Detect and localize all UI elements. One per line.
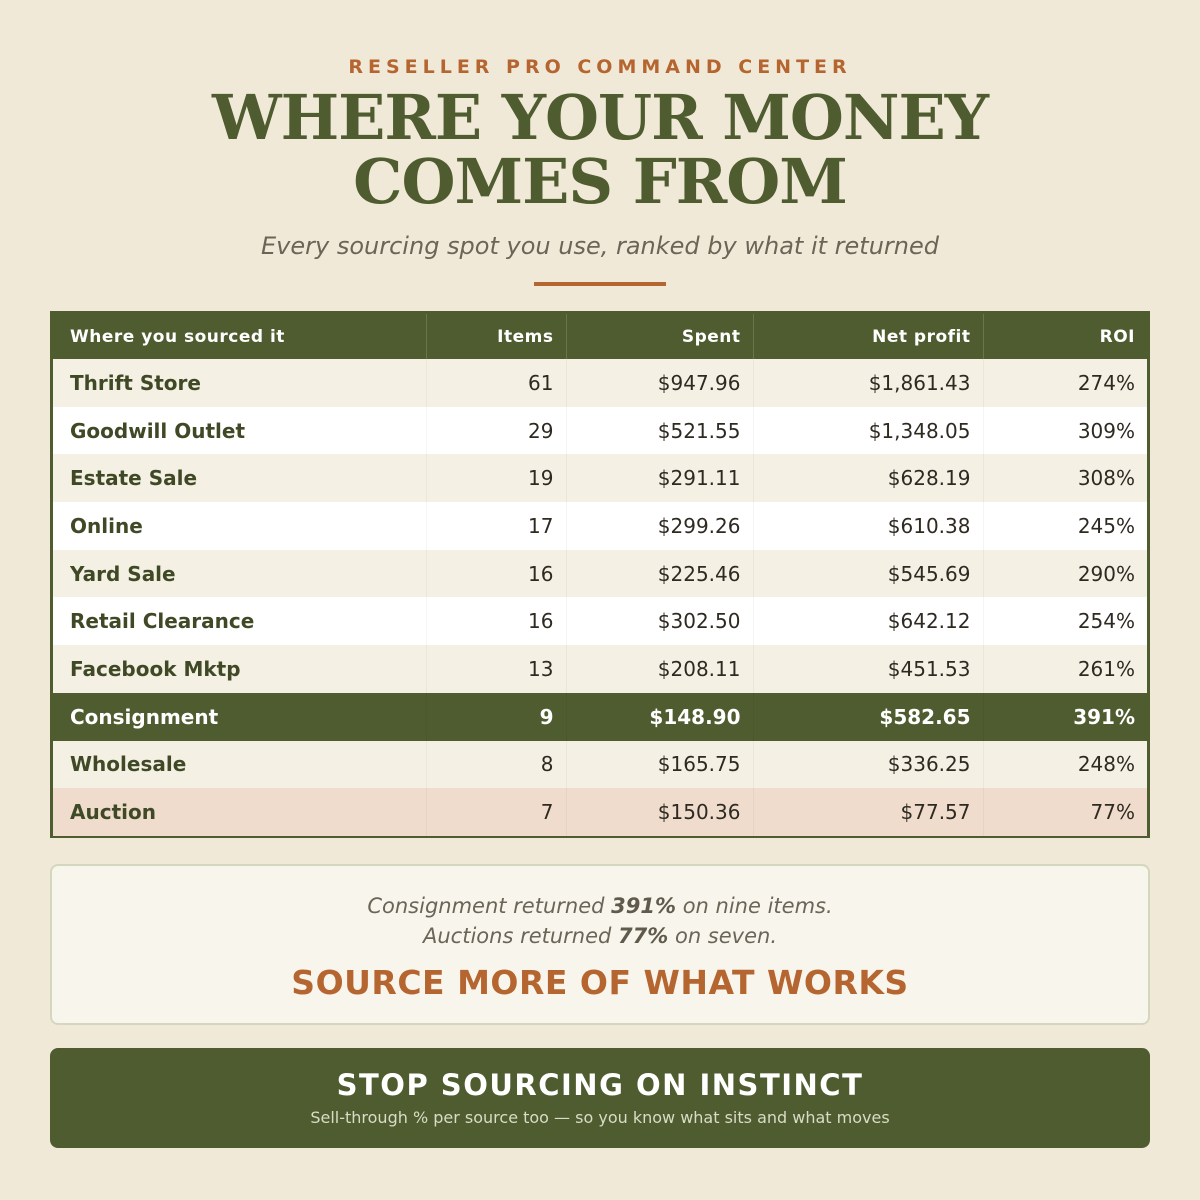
callout-text: on seven. xyxy=(668,924,777,948)
callout-line-1 xyxy=(52,891,1148,921)
eyebrow-label: RESELLER PRO COMMAND CENTER xyxy=(348,56,852,78)
table-row xyxy=(53,454,1147,502)
cell-spent: $291.11 xyxy=(566,454,753,502)
cell-spent: $299.26 xyxy=(566,502,753,550)
cell-net-profit: $336.25 xyxy=(753,741,983,789)
cell-spent: $208.11 xyxy=(566,645,753,693)
table-row xyxy=(53,597,1147,645)
table-row xyxy=(53,359,1147,407)
cell-items: 7 xyxy=(426,788,566,836)
page-subtitle: Every sourcing spot you use, ranked by what it returned xyxy=(261,232,939,260)
column-header-roi: ROI xyxy=(1099,326,1135,347)
callout-line-2 xyxy=(52,921,1148,951)
cell-roi: 308% xyxy=(1077,466,1135,491)
cell-net-profit: $628.19 xyxy=(753,454,983,502)
cell-spent: $165.75 xyxy=(566,741,753,789)
footer-heading: STOP SOURCING ON INSTINCT xyxy=(336,1068,864,1102)
page-title-line-1: WHERE YOUR MONEY xyxy=(211,81,989,154)
cell-source: Retail Clearance xyxy=(53,597,426,645)
cell-spent: $947.96 xyxy=(566,359,753,407)
cell-roi: 248% xyxy=(1077,752,1135,777)
cell-spent: $150.36 xyxy=(566,788,753,836)
insight-callout xyxy=(50,864,1150,1025)
callout-cta-heading: SOURCE MORE OF WHAT WORKS xyxy=(291,963,909,1002)
cell-net-profit: $1,348.05 xyxy=(753,407,983,455)
cell-source: Consignment xyxy=(53,693,426,741)
cell-source: Goodwill Outlet xyxy=(53,407,426,455)
cell-spent: $148.90 xyxy=(566,693,753,741)
cell-net-profit: $642.12 xyxy=(753,597,983,645)
callout-best-roi: 391% xyxy=(611,894,677,918)
cell-net-profit: $610.38 xyxy=(753,502,983,550)
cell-roi: 77% xyxy=(1090,800,1135,825)
cell-items: 16 xyxy=(426,597,566,645)
table-header-row xyxy=(53,314,1147,359)
table-row xyxy=(53,502,1147,550)
column-header-spent: Spent xyxy=(566,314,753,359)
sourcing-table-grid xyxy=(53,314,1147,836)
cell-net-profit: $582.65 xyxy=(753,693,983,741)
cell-net-profit: $545.69 xyxy=(753,550,983,598)
page-title-line-2: COMES FROM xyxy=(353,145,847,218)
cell-items: 17 xyxy=(426,502,566,550)
cell-roi: 309% xyxy=(1077,418,1135,443)
page-title xyxy=(0,81,1200,218)
cell-spent: $225.46 xyxy=(566,550,753,598)
cell-net-profit: $451.53 xyxy=(753,645,983,693)
cell-net-profit: $77.57 xyxy=(753,788,983,836)
callout-text: Auctions returned xyxy=(423,924,619,948)
column-header-source: Where you sourced it xyxy=(53,314,426,359)
sourcing-table xyxy=(50,311,1150,838)
cell-roi: 245% xyxy=(1077,513,1135,538)
cell-items: 8 xyxy=(426,741,566,789)
cell-roi: 391% xyxy=(1073,704,1135,729)
cell-roi: 290% xyxy=(1077,561,1135,586)
column-header-net-profit: Net profit xyxy=(753,314,983,359)
table-row xyxy=(53,645,1147,693)
cell-net-profit: $1,861.43 xyxy=(753,359,983,407)
cell-source: Wholesale xyxy=(53,741,426,789)
cell-items: 16 xyxy=(426,550,566,598)
cell-items: 13 xyxy=(426,645,566,693)
callout-text: Consignment returned xyxy=(367,894,612,918)
cell-spent: $521.55 xyxy=(566,407,753,455)
title-divider xyxy=(534,282,666,286)
cell-source: Facebook Mktp xyxy=(53,645,426,693)
cell-source: Yard Sale xyxy=(53,550,426,598)
cell-items: 29 xyxy=(426,407,566,455)
callout-worst-roi: 77% xyxy=(618,924,669,948)
table-row xyxy=(53,407,1147,455)
footer-banner xyxy=(50,1048,1150,1148)
cell-roi: 254% xyxy=(1077,609,1135,634)
cell-source: Thrift Store xyxy=(53,359,426,407)
table-row xyxy=(53,550,1147,598)
cell-source: Online xyxy=(53,502,426,550)
cell-roi: 274% xyxy=(1077,370,1135,395)
footer-subtext: Sell-through % per source too — so you know what sits and what moves xyxy=(310,1108,890,1127)
cell-source: Auction xyxy=(53,788,426,836)
column-header-items: Items xyxy=(426,314,566,359)
table-row-highlight-best xyxy=(53,693,1147,741)
cell-spent: $302.50 xyxy=(566,597,753,645)
cell-items: 19 xyxy=(426,454,566,502)
cell-source: Estate Sale xyxy=(53,454,426,502)
callout-text: on nine items. xyxy=(676,894,833,918)
table-row-highlight-worst xyxy=(53,788,1147,836)
cell-roi: 261% xyxy=(1077,656,1135,681)
cell-items: 9 xyxy=(426,693,566,741)
table-row xyxy=(53,741,1147,789)
cell-items: 61 xyxy=(426,359,566,407)
